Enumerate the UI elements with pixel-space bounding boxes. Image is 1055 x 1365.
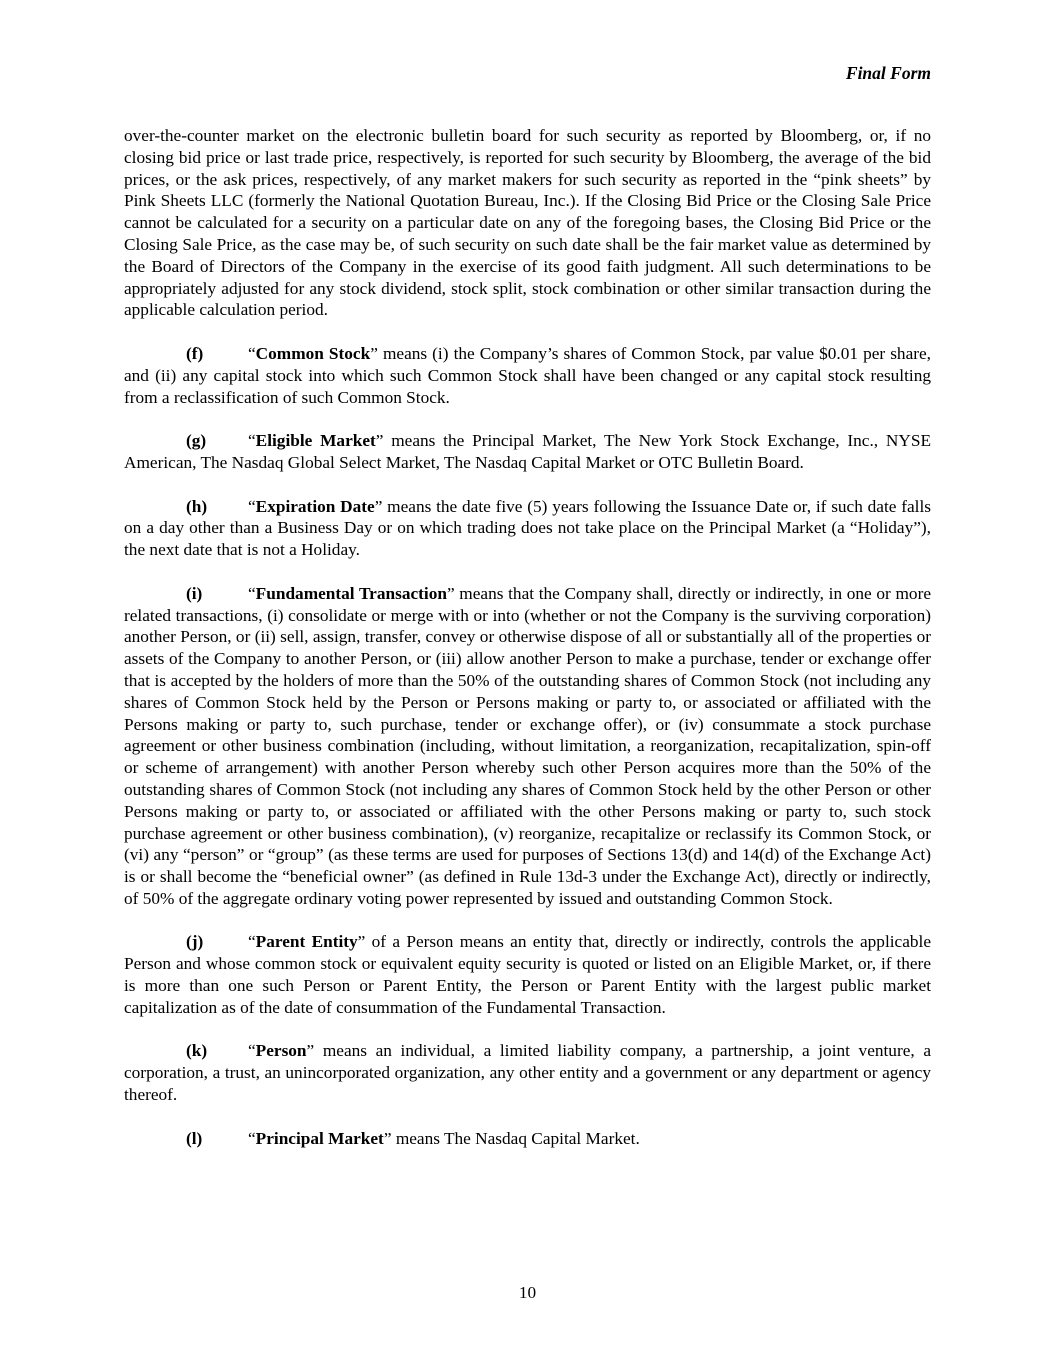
definition-text: ” means the Principal Market, The New York Stock Exchange, Inc., NYSE American, The Nasdaq Global Select Market, The Nasdaq Capital Market or OTC Bulletin Board.: [124, 431, 931, 472]
definition-eligible-market: [124, 430, 931, 474]
defined-term: Parent Entity: [255, 932, 358, 952]
defined-term: Principal Market: [255, 1128, 384, 1148]
definition-fundamental-transaction: [124, 583, 931, 910]
defined-term: Eligible Market: [255, 431, 376, 451]
open-quote: “: [248, 1041, 256, 1061]
definition-text: ” means The Nasdaq Capital Market.: [383, 1128, 640, 1148]
open-quote: “: [248, 431, 256, 451]
definition-text: ” means that the Company shall, directly or indirectly, in one or more related transactions, (i) consolidate or merge with or into (whether or not the Company is the surviving corporation) another Person, or (ii) sell, assign, transfer, convey or otherwise dispose of all or substantially all of the properties or assets of the Company to another Person, or (iii) allow another Person to make a purchase, tender or exchange offer that is accepted by the holders of more than the 50% of the outstanding shares of Common Stock (not including any shares of Common Stock held by the Person or Persons making or party to, or associated or affiliated with the Persons making or party to, such purchase, tender or exchange offer), or (iv) consummate a stock purchase agreement or other business combination (including, without limitation, a reorganization, recapitalization, spin-off or scheme of arrangement) with another Person whereby such other Person acquires more than the 50% of the outstanding shares of Common Stock (not including any shares of Common Stock held by the other Person or other Persons making or party to, or associated or affiliated with the other Persons making or party to, such stock purchase agreement or other business combination), (v) reorganize, recapitalize or reclassify its Common Stock, or (vi) any “person” or “group” (as these terms are used for purposes of Sections 13(d) and 14(d) of the Exchange Act) is or shall become the “beneficial owner” (as defined in Rule 13d-3 under the Exchange Act), directly or indirectly, of 50% of the aggregate ordinary voting power represented by issued and outstanding Common Stock.: [124, 583, 931, 908]
definition-letter: (j): [186, 932, 204, 952]
page-number: 10: [518, 1283, 537, 1302]
definition-text: ” means an individual, a limited liability company, a partnership, a joint venture, a corporation, a trust, an unincorporated organization, any other entity and a government or any department or agency thereof.: [124, 1041, 931, 1105]
definition-person: [124, 1040, 931, 1105]
definition-letter: (g): [186, 431, 207, 451]
definition-text: ” means (i) the Company’s shares of Common Stock, par value $0.01 per share, and (ii) any capital stock into which such Common Stock shall have been changed or any capital stock resulting from a reclassification of such Common Stock.: [124, 343, 931, 407]
definition-letter: (h): [186, 496, 208, 516]
open-quote: “: [248, 496, 256, 516]
definition-parent-entity: [124, 931, 931, 1018]
open-quote: “: [248, 343, 256, 363]
defined-term: Fundamental Transaction: [255, 583, 447, 603]
open-quote: “: [248, 932, 256, 952]
defined-term: Person: [255, 1041, 307, 1061]
definition-letter: (l): [186, 1128, 203, 1148]
document-body: [124, 125, 931, 1171]
definition-letter: (f): [186, 343, 204, 363]
intro-paragraph: over-the-counter market on the electronic bulletin board for such security as reported by Bloomberg, or, if no closing bid price or last trade price, respectively, is reported for such security by Bloomberg, the average of the bid prices, or the ask prices, respectively, of any market makers for such security as reported in the “pink sheets” by Pink Sheets LLC (formerly the National Quotation Bureau, Inc.). If the Closing Bid Price or the Closing Sale Price cannot be calculated for a security on a particular date on any of the foregoing bases, the Closing Bid Price or the Closing Sale Price, as the case may be, of such security on such date shall be the fair market value as determined by the Board of Directors of the Company in the exercise of its good faith judgment. All such determinations to be appropriately adjusted for any stock dividend, stock split, stock combination or other similar transaction during the applicable calculation period.: [124, 126, 931, 320]
definition-text: ” means the date five (5) years following the Issuance Date or, if such date falls on a day other than a Business Day or on which trading does not take place on the Principal Market (a “Holiday”), the next date that is not a Holiday.: [124, 496, 931, 560]
definition-text: ” of a Person means an entity that, directly or indirectly, controls the applicable Person and whose common stock or equivalent equity security is quoted or listed on an Eligible Market, or, if there is more than one such Person or Parent Entity, the Person or Parent Entity with the largest public market capitalization as of the date of consummation of the Fundamental Transaction.: [124, 932, 931, 1017]
open-quote: “: [248, 1128, 256, 1148]
defined-term: Expiration Date: [255, 496, 375, 516]
document-header-label: Final Form: [845, 63, 931, 83]
defined-term: Common Stock: [255, 343, 371, 363]
definition-principal-market: [124, 1128, 931, 1150]
open-quote: “: [248, 583, 256, 603]
definition-letter: (i): [186, 583, 203, 603]
definition-common-stock: [124, 343, 931, 408]
definition-letter: (k): [186, 1041, 208, 1061]
definition-expiration-date: [124, 496, 931, 561]
